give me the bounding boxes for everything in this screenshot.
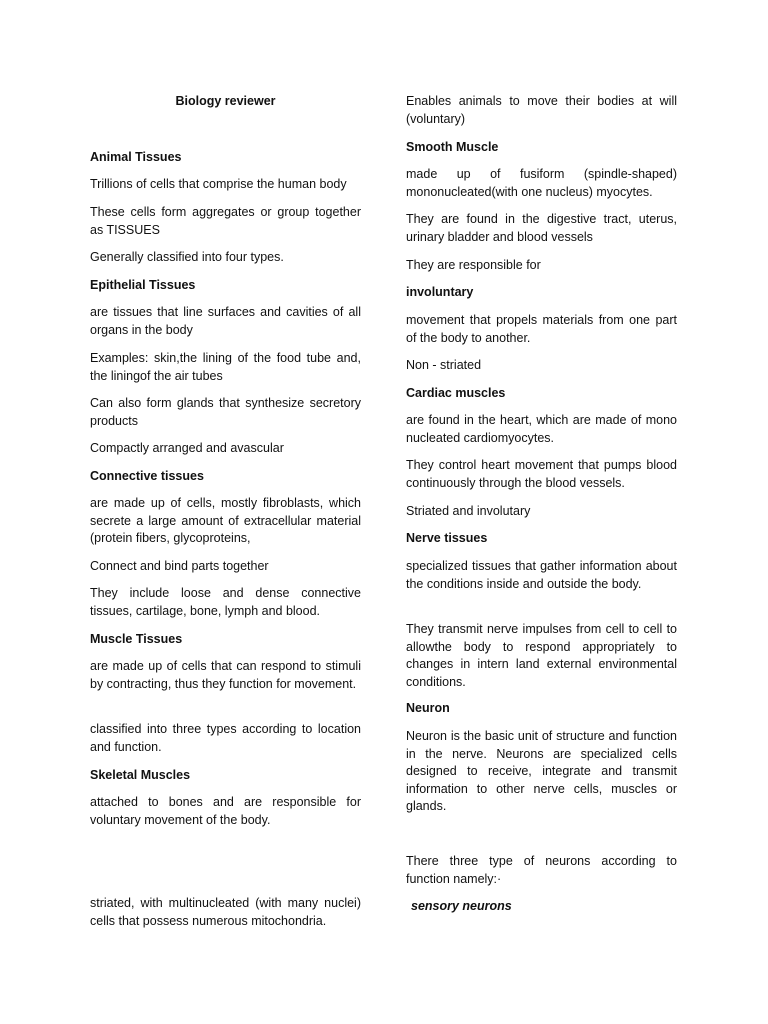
heading-animal-tissues: Animal Tissues <box>90 150 182 164</box>
paragraph: striated, with multinucleated (with many nuclei) cells that possess numerous mitochondria. <box>90 896 361 928</box>
paragraph: classified into three types according to location and function. <box>90 722 361 754</box>
paragraph: Examples: skin,the lining of the food tube and, the liningof the air tubes <box>90 351 361 383</box>
paragraph: They include loose and dense connective tissues, cartilage, bone, lymph and blood. <box>90 586 361 618</box>
heading-smooth-muscle: Smooth Muscle <box>406 140 499 154</box>
paragraph: Generally classified into four types. <box>90 250 284 264</box>
paragraph: specialized tissues that gather information about the conditions inside and outside the body. <box>406 559 677 591</box>
paragraph: Enables animals to move their bodies at will (voluntary) <box>406 94 677 126</box>
paragraph: are made up of cells that can respond to stimuli by contracting, thus they function for movement. <box>90 659 361 691</box>
paragraph: are found in the heart, which are made of mono nucleated cardiomyocytes. <box>406 413 677 445</box>
heading-muscle-tissues: Muscle Tissues <box>90 632 183 646</box>
paragraph: Striated and involutary <box>406 504 531 518</box>
paragraph: Connect and bind parts together <box>90 559 269 573</box>
paragraph: attached to bones and are responsible for voluntary movement of the body. <box>90 795 361 827</box>
subheading-sensory-neurons: sensory neurons <box>411 899 512 913</box>
paragraph: are tissues that line surfaces and cavities of all organs in the body <box>90 305 361 337</box>
paragraph: Non - striated <box>406 358 482 372</box>
paragraph: movement that propels materials from one part of the body to another. <box>406 313 677 345</box>
paragraph: Trillions of cells that comprise the human body <box>90 177 347 191</box>
paragraph: Can also form glands that synthesize secretory products <box>90 396 361 428</box>
paragraph: Compactly arranged and avascular <box>90 441 284 455</box>
heading-cardiac-muscles: Cardiac muscles <box>406 386 506 400</box>
document-title: Biology reviewer <box>175 94 276 108</box>
paragraph: They control heart movement that pumps blood continuously through the blood vessels. <box>406 458 677 490</box>
paragraph: They transmit nerve impulses from cell to cell to allowthe body to respond appropriately to changes in intern land external environmental conditions. <box>406 622 677 689</box>
paragraph: There three type of neurons according to function namely:· <box>406 854 677 886</box>
heading-involuntary: involuntary <box>406 285 474 299</box>
paragraph: These cells form aggregates or group together as TISSUES <box>90 205 361 237</box>
paragraph: They are found in the digestive tract, uterus, urinary bladder and blood vessels <box>406 212 677 244</box>
paragraph: made up of fusiform (spindle-shaped) mononucleated(with one nucleus) myocytes. <box>406 167 677 199</box>
paragraph: are made up of cells, mostly fibroblasts, which secrete a large amount of extracellular material (protein fibers, glycoproteins, <box>90 496 361 545</box>
heading-epithelial-tissues: Epithelial Tissues <box>90 278 196 292</box>
heading-neuron: Neuron <box>406 701 450 715</box>
heading-connective-tissues: Connective tissues <box>90 469 204 483</box>
heading-skeletal-muscles: Skeletal Muscles <box>90 768 191 782</box>
paragraph: They are responsible for <box>406 258 541 272</box>
paragraph: Neuron is the basic unit of structure and function in the nerve. Neurons are specialized cells designed to receive, integrate and transmit information to other nerve cells, muscles or glands. <box>406 729 677 813</box>
heading-nerve-tissues: Nerve tissues <box>406 531 488 545</box>
